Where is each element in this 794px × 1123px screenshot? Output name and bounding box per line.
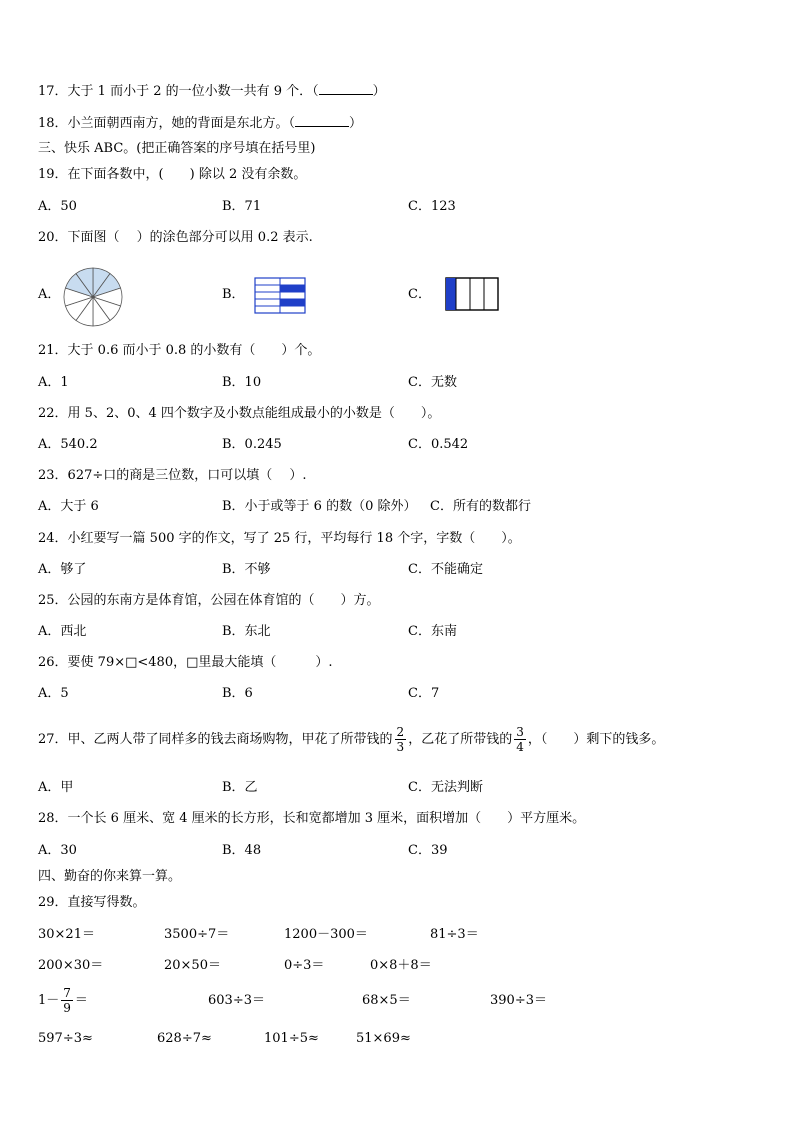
option-b[interactable]: B．71 xyxy=(222,199,262,214)
option-c[interactable]: C．39 xyxy=(408,843,448,858)
calc-item[interactable]: 603÷3＝ xyxy=(208,993,265,1008)
question-27 xyxy=(38,723,664,757)
option-b[interactable]: B．6 xyxy=(222,686,253,701)
fraction-seven-ninths: $\frac{7}{9}$ xyxy=(63,986,71,1015)
option-c[interactable]: C．无法判断 xyxy=(408,780,483,795)
question-17-text: 17．大于 1 而小于 2 的一位小数一共有 9 个．（ xyxy=(38,84,319,99)
question-25-text: 25．公园的东南方是体育馆，公园在体育馆的（ ）方。 xyxy=(38,593,380,608)
option-c[interactable]: C．0.542 xyxy=(408,437,469,452)
calc-item[interactable]: 1200－300＝ xyxy=(284,927,368,942)
option-a-label[interactable]: A． xyxy=(38,287,61,302)
section-4-heading: 四、勤奋的你来算一算。 xyxy=(38,869,182,884)
question-23-options xyxy=(38,498,778,516)
option-b[interactable]: B．乙 xyxy=(222,780,258,795)
question-26-options xyxy=(38,685,778,703)
option-b[interactable]: B．0.245 xyxy=(222,437,282,452)
calc-item[interactable]: 390÷3＝ xyxy=(490,993,547,1008)
option-a[interactable]: A．540.2 xyxy=(38,437,98,452)
calc-item[interactable]: 3500÷7＝ xyxy=(164,927,230,942)
question-20-text: 20．下面图（ ）的涂色部分可以用 0.2 表示. xyxy=(38,230,313,245)
option-c[interactable]: C．所有的数都行 xyxy=(430,499,531,514)
calc-item-fraction[interactable]: 1－ $\frac{7}{9}$ ＝ xyxy=(38,986,88,1015)
question-22-options xyxy=(38,436,778,454)
option-b[interactable]: B．10 xyxy=(222,375,262,390)
question-19-options xyxy=(38,198,778,216)
question-24-options xyxy=(38,561,778,579)
option-a[interactable]: A．5 xyxy=(38,686,69,701)
calc-item[interactable]: 200×30＝ xyxy=(38,958,104,973)
option-a[interactable]: A．30 xyxy=(38,843,77,858)
calc-item[interactable]: 68×5＝ xyxy=(362,993,411,1008)
question-20-options xyxy=(38,286,778,304)
question-27-options xyxy=(38,779,778,797)
calc-item[interactable]: 30×21＝ xyxy=(38,927,95,942)
calc-item[interactable]: 0÷3＝ xyxy=(284,958,325,973)
calc-item[interactable]: 628÷7≈ xyxy=(157,1031,212,1046)
question-18-text: 18．小兰面朝西南方，她的背面是东北方。（ xyxy=(38,116,296,131)
question-21-text: 21．大于 0.6 而小于 0.8 的小数有（ ）个。 xyxy=(38,343,321,358)
calc-item[interactable]: 597÷3≈ xyxy=(38,1031,93,1046)
figure-a-circle[interactable] xyxy=(62,266,124,328)
option-a[interactable]: A．1 xyxy=(38,375,69,390)
option-c-label[interactable]: C． xyxy=(408,287,431,302)
option-c[interactable]: C．无数 xyxy=(408,375,457,390)
option-b-label[interactable]: B． xyxy=(222,287,245,302)
question-27-part2: ，乙花了所带钱的 xyxy=(408,732,513,747)
question-29-text: 29．直接写得数。 xyxy=(38,895,146,910)
question-28-text: 28．一个长 6 厘米、宽 4 厘米的长方形，长和宽都增加 3 厘米，面积增加（ ）平方厘米。 xyxy=(38,811,586,826)
option-b[interactable]: B．小于或等于 6 的数（0 除外） xyxy=(222,499,417,514)
calc-item[interactable]: 0×8＋8＝ xyxy=(370,958,432,973)
calc-item[interactable]: 101÷5≈ xyxy=(264,1031,319,1046)
figure-b-grid[interactable] xyxy=(254,277,308,315)
fraction-three-quarters: $\frac{3}{4}$ xyxy=(516,725,524,754)
option-c[interactable]: C．东南 xyxy=(408,624,457,639)
question-23-text: 23．627÷口的商是三位数，口可以填（ ）. xyxy=(38,468,307,483)
option-a[interactable]: A．50 xyxy=(38,199,77,214)
fraction-two-thirds: $\frac{2}{3}$ xyxy=(396,725,405,754)
option-b[interactable]: B．48 xyxy=(222,843,262,858)
calc-item[interactable]: 20×50＝ xyxy=(164,958,221,973)
option-c[interactable]: C．不能确定 xyxy=(408,562,483,577)
question-25-options xyxy=(38,623,778,641)
question-24-text: 24．小红要写一篇 500 字的作文，写了 25 行，平均每行 18 个字，字数（ ）。 xyxy=(38,531,521,546)
option-c[interactable]: C．123 xyxy=(408,199,456,214)
figure-a-sectors xyxy=(64,268,122,326)
question-17: 17．大于 1 而小于 2 的一位小数一共有 9 个．（ ） xyxy=(38,84,386,99)
option-a[interactable]: A．够了 xyxy=(38,562,87,577)
option-a[interactable]: A．甲 xyxy=(38,780,74,795)
question-27-part3: ，（ ）剩下的钱多。 xyxy=(527,732,665,747)
answer-blank-18[interactable] xyxy=(295,114,349,127)
calc-item[interactable]: 51×69≈ xyxy=(356,1031,411,1046)
section-3-heading: 三、快乐 ABC。(把正确答案的序号填在括号里) xyxy=(38,141,316,156)
question-18: 18．小兰面朝西南方，她的背面是东北方。（ ） xyxy=(38,116,363,131)
answer-blank-17[interactable] xyxy=(319,82,373,95)
option-c[interactable]: C．7 xyxy=(408,686,440,701)
option-a[interactable]: A．大于 6 xyxy=(38,499,99,514)
option-a[interactable]: A．西北 xyxy=(38,624,87,639)
option-b[interactable]: B．不够 xyxy=(222,562,271,577)
question-28-options xyxy=(38,842,778,860)
question-26-text: 26．要使 79×□<480，□里最大能填（ ）. xyxy=(38,655,333,670)
option-b[interactable]: B．东北 xyxy=(222,624,271,639)
figure-c-bar[interactable] xyxy=(445,277,501,313)
question-22-text: 22．用 5、2、0、4 四个数字及小数点能组成最小的小数是（ ）。 xyxy=(38,406,441,421)
calc-item[interactable]: 81÷3＝ xyxy=(430,927,479,942)
question-19-text: 19．在下面各数中，( ) 除以 2 没有余数。 xyxy=(38,167,307,182)
question-27-part1: 27．甲、乙两人带了同样多的钱去商场购物，甲花了所带钱的 xyxy=(38,732,393,747)
question-21-options xyxy=(38,374,778,392)
